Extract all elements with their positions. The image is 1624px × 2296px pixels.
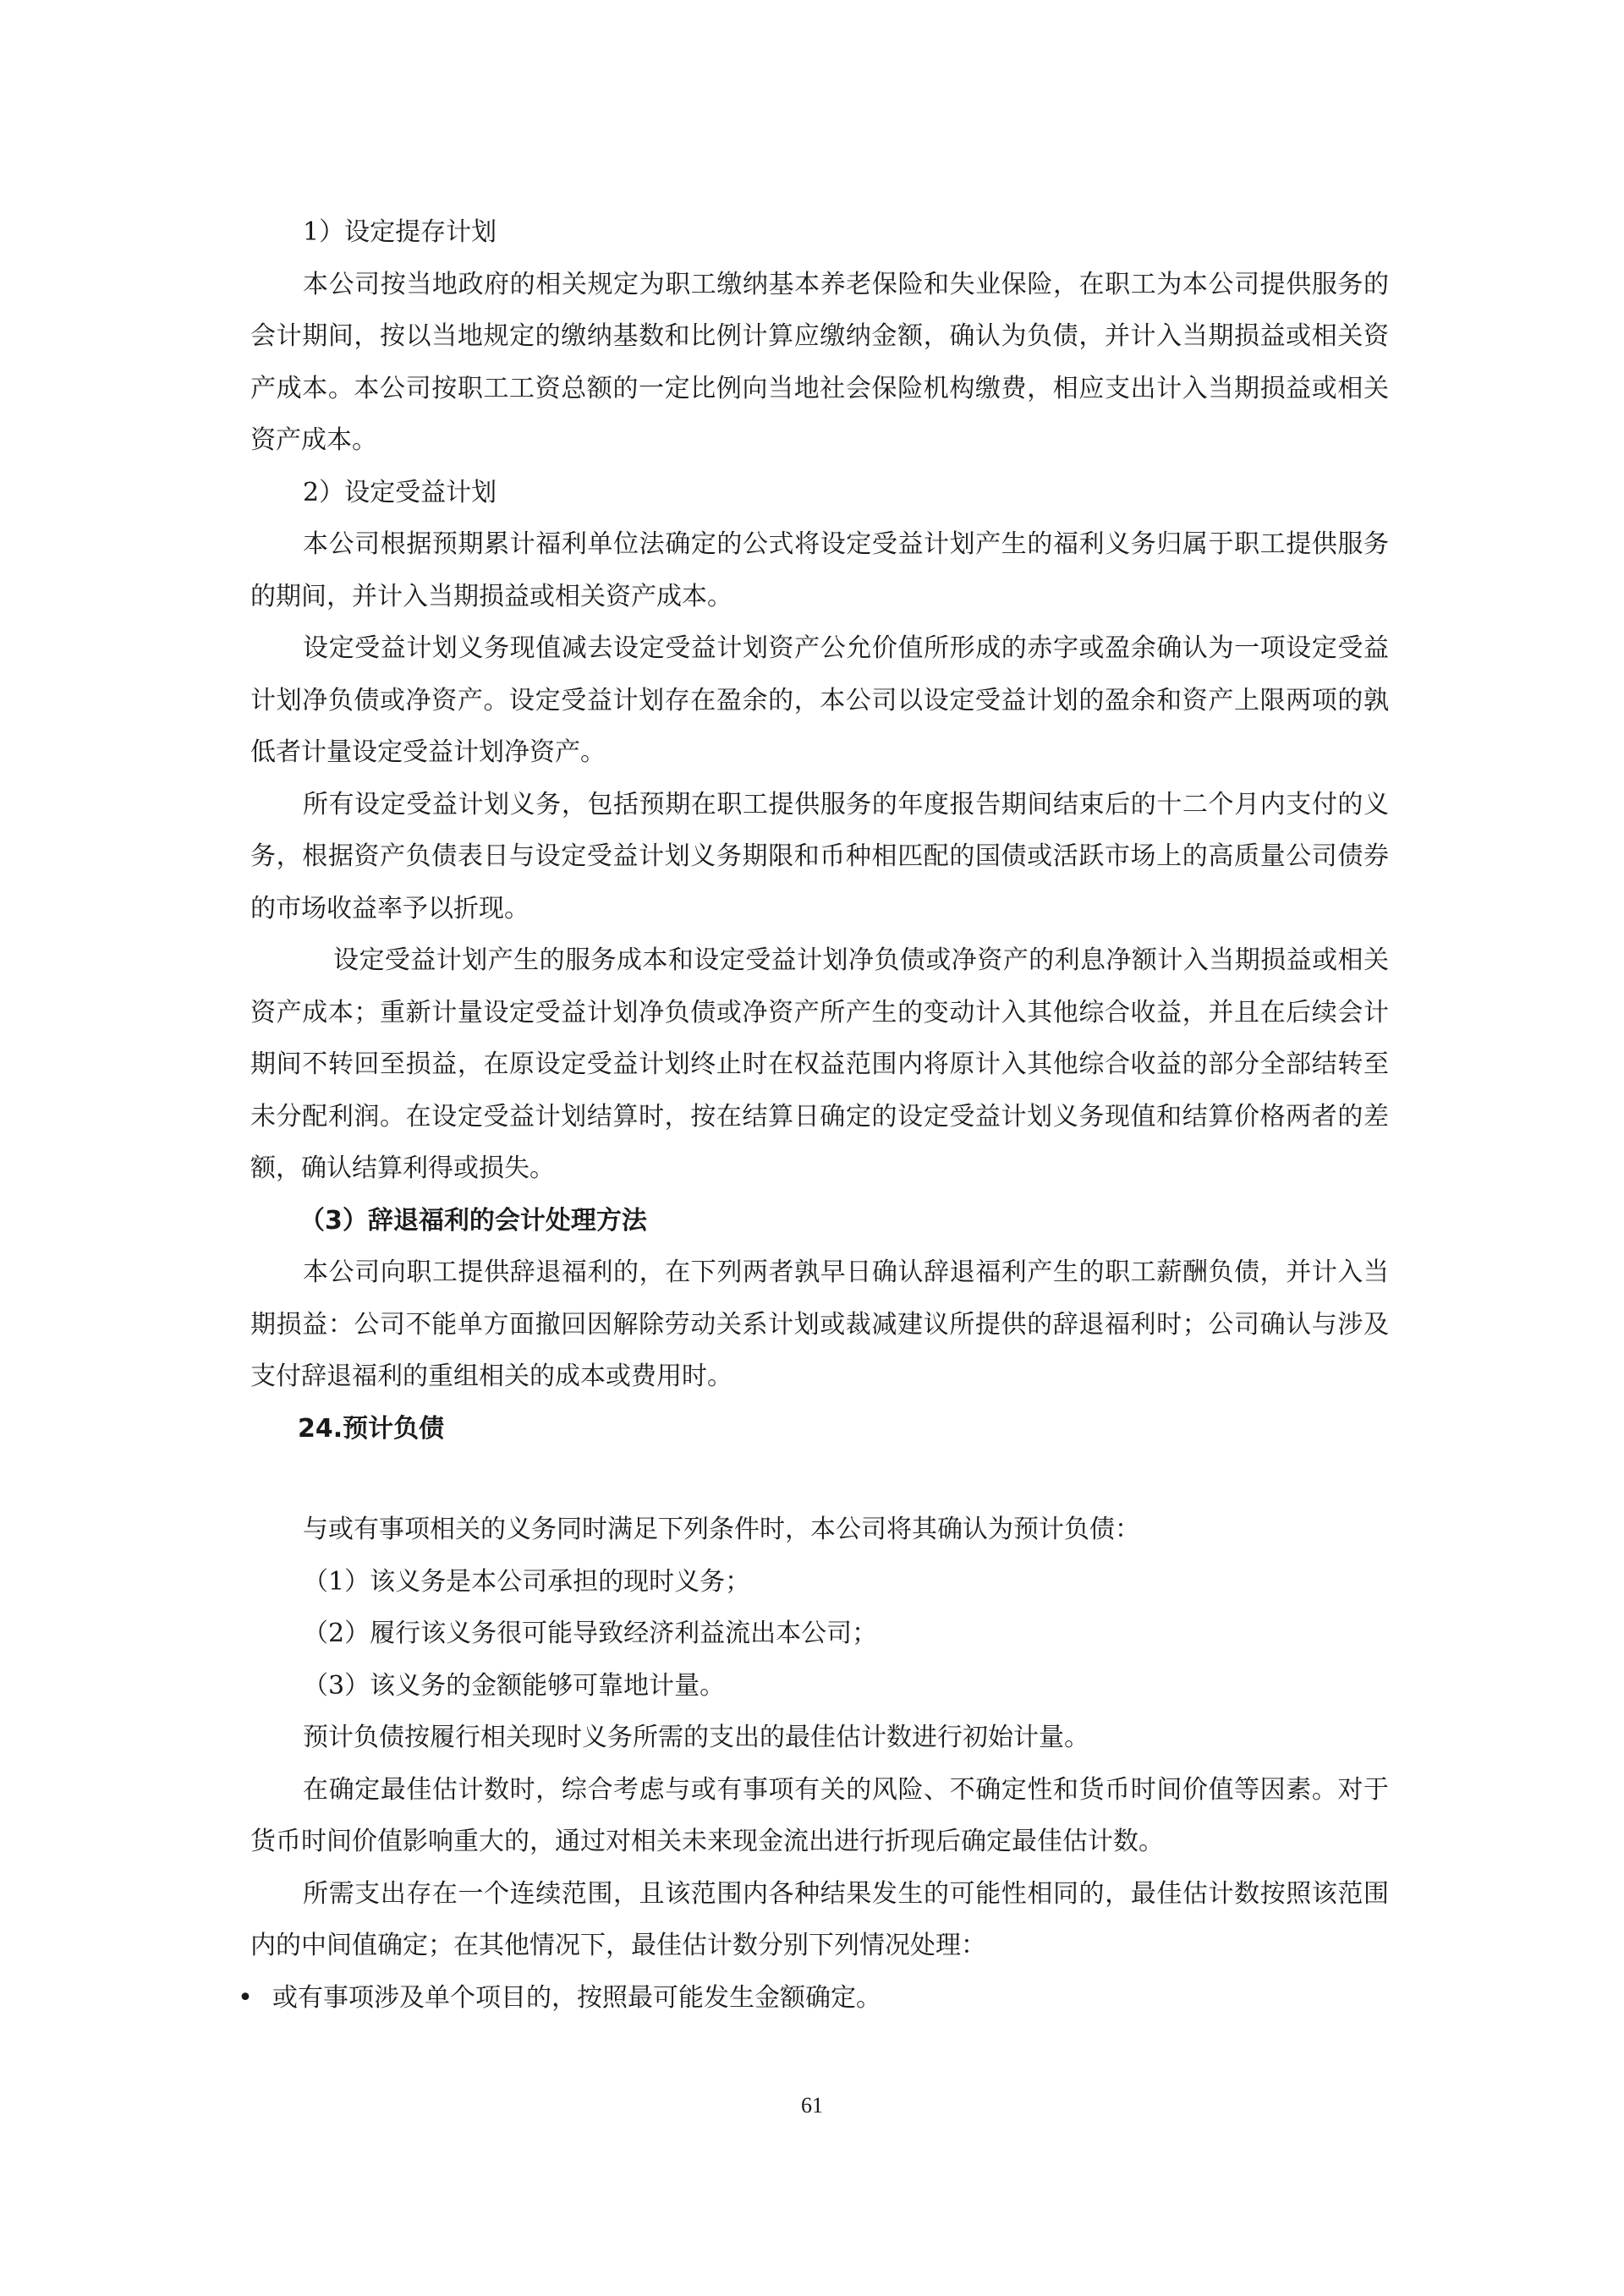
termination-benefits-heading: （3）辞退福利的会计处理方法: [299, 1205, 647, 1236]
termination-benefits-paragraph: 本公司向职工提供辞退福利的，在下列两者孰早日确认辞退福利产生的职工薪酬负债，并计入当期损益：公司不能单方面撤回因解除劳动关系计划或裁减建议所提供的辞退福利时；公司确认与涉及支付辞退福利的重组相关的成本或费用时。: [250, 1258, 1389, 1391]
provisions-condition-3: （3）该义务的金额能够可靠地计量。: [303, 1670, 726, 1701]
provisions-best-estimate: 在确定最佳估计数时，综合考虑与或有事项有关的风险、不确定性和货币时间价值等因素。对于货币时间价值影响重大的，通过对相关未来现金流出进行折现后确定最佳估计数。: [250, 1774, 1389, 1856]
provisions-measurement: 预计负债按履行相关现时义务所需的支出的最佳估计数进行初始计量。: [303, 1723, 1089, 1752]
section-spacer: [250, 1455, 1389, 1504]
page-number: 61: [801, 2093, 823, 2118]
db-plan-label: 2）设定受益计划: [303, 477, 497, 507]
provisions-range: 所需支出存在一个连续范围，且该范围内各种结果发生的可能性相同的，最佳估计数按照该范围内的中间值确定；在其他情况下，最佳估计数分别下列情况处理：: [250, 1878, 1389, 1960]
provisions-bullet-item: [230, 1972, 1389, 2025]
provisions-heading: 24.预计负债: [298, 1413, 445, 1444]
document-page: [238, 206, 1389, 2024]
provisions-condition-2: （2）履行该义务很可能导致经济利益流出本公司；: [303, 1619, 878, 1648]
provisions-condition-1: （1）该义务是本公司承担的现时义务；: [303, 1566, 751, 1597]
provisions-bullet-text: 或有事项涉及单个项目的，按照最可能发生金额确定。: [272, 1982, 881, 2013]
db-plan-paragraph-3: 所有设定受益计划义务，包括预期在职工提供服务的年度报告期间结束后的十二个月内支付的义务，根据资产负债表日与设定受益计划义务期限和币种相匹配的国债或活跃市场上的高质量公司债券的市场收益率予以折现。: [250, 789, 1389, 923]
db-plan-paragraph-1: 本公司根据预期累计福利单位法确定的公式将设定受益计划产生的福利义务归属于职工提供服务的期间，并计入当期损益或相关资产成本。: [250, 529, 1389, 611]
bullet-icon: •: [238, 1982, 253, 2013]
db-plan-paragraph-4: 设定受益计划产生的服务成本和设定受益计划净负债或净资产的利息净额计入当期损益或相关资产成本；重新计量设定受益计划净负债或净资产所产生的变动计入其他综合收益，并且在后续会计期间不转回至损益，在原设定受益计划终止时在权益范围内将原计入其他综合收益的部分全部结转至未分配利润。在设定受益计划结算时，按在结算日确定的设定受益计划义务现值和结算价格两者的差额，确认结算利得或损失。: [250, 945, 1389, 1183]
dc-plan-label: 1）设定提存计划: [303, 217, 497, 247]
dc-plan-paragraph: 本公司按当地政府的相关规定为职工缴纳基本养老保险和失业保险，在职工为本公司提供服务的会计期间，按以当地规定的缴纳基数和比例计算应缴纳金额，确认为负债，并计入当期损益或相关资产成本。本公司按职工工资总额的一定比例向当地社会保险机构缴费，相应支出计入当期损益或相关资产成本。: [250, 269, 1389, 455]
db-plan-paragraph-2: 设定受益计划义务现值减去设定受益计划资产公允价值所形成的赤字或盈余确认为一项设定受益计划净负债或净资产。设定受益计划存在盈余的，本公司以设定受益计划的盈余和资产上限两项的孰低者计量设定受益计划净资产。: [250, 633, 1389, 767]
provisions-intro: 与或有事项相关的义务同时满足下列条件时，本公司将其确认为预计负债：: [303, 1515, 1140, 1544]
